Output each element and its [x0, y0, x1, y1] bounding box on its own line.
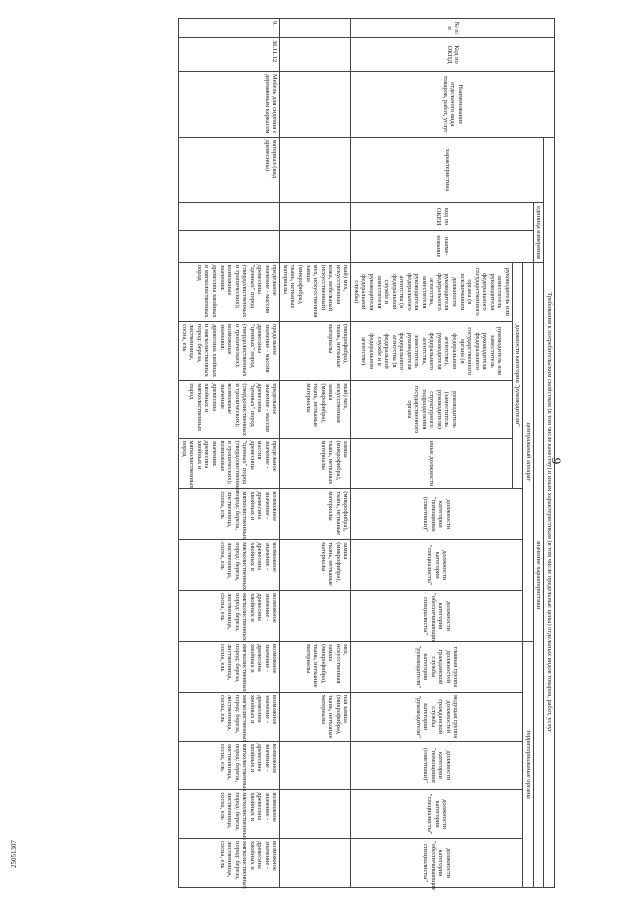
row-unit-name: [179, 230, 280, 262]
row-characteristic: материал (вид древесины): [179, 137, 280, 203]
page-number: 9: [549, 457, 564, 465]
cell-prev-value: ный) мех, искусственная замша (микрофибра), ткань, нетканые материалы: [280, 381, 351, 438]
cell-prev-value: [280, 591, 351, 642]
cell-prev-value: [280, 741, 351, 790]
header-col-6: должности категории "специалисты": [351, 540, 523, 591]
cell-prev-value: (микрофибра), ткань, нетканые материалы: [280, 489, 351, 540]
header-territorial-bodies: территориальные органы: [523, 641, 534, 887]
rotated-table-wrapper: [0, 18, 555, 891]
header-col-7: должности категории "обеспечивающие специалисты": [351, 591, 523, 642]
row-value: возможное значение - древесина хвойных и мягколиственных пород: береза, лиственница, сосна, ель: [179, 790, 280, 839]
row-value: возможное значение - древесина хвойных и мягколиственных пород: береза, лиственница, сосна, ель: [179, 591, 280, 642]
cell-empty: [280, 71, 351, 137]
cell-empty: [280, 230, 351, 262]
header-characteristic: характеристика: [351, 137, 544, 203]
header-unit-code: код по ОКЕИ: [351, 203, 534, 231]
header-okpd-code: Код по ОКПД: [351, 38, 555, 72]
header-col-9: ведущая группа должностей гражданской службы категории "руководители": [351, 692, 523, 741]
cell-prev-value: мех, искусственная замша (микрофибра), ткань, нетканые материалы: [280, 641, 351, 692]
header-col-12: должности категории "обеспечивающие специалисты": [351, 839, 523, 888]
row-value: возможное значение - древесина хвойных и мягколиственных пород: береза, лиственница, сосна, ель: [179, 540, 280, 591]
row-okpd-code: 36.11.12: [179, 38, 280, 72]
row-value: возможное значение - древесина хвойных и мягколиственных пород: береза, лиственница, сосна, ель: [179, 692, 280, 741]
row-value: предельное значение - массив древесины "ценных" пород (твердолиственных и тропических); возможные значения: древесина хвойных и мягколиственных пород: [179, 438, 280, 489]
header-num: № п/п: [351, 19, 555, 38]
cell-prev-value: замша (микрофибра), ткань, нетканые материалы: [280, 540, 351, 591]
row-value: возможное значение - древесина хвойных и мягколиственных пород: береза, лиственница, сосна, ель: [179, 641, 280, 692]
row-product-name: Мебель для сидения с деревянным каркасом: [179, 71, 280, 137]
cell-empty: [280, 203, 351, 231]
header-col-11: должности категории "специалисты": [351, 790, 523, 839]
header-product-name: Наименование отдельного вида товаров, работ, услуг: [351, 71, 555, 137]
header-col-4: иные должности: [351, 438, 512, 489]
header-col-5: должности категории "помощники (советники)": [351, 489, 523, 540]
cell-prev-value: замша (микрофибра), ткань, нетканые материалы: [280, 438, 351, 489]
header-requirements: Требования к потребительским свойствам (в том числе качеству) и иным характеристикам (в том числе предельные цены) отдельных видов товаров, работ, услуг: [544, 137, 555, 887]
row-num: 9.: [179, 19, 280, 38]
document-id: 25051307: [10, 840, 18, 868]
cell-empty: [280, 38, 351, 72]
header-unit: единица измерения: [533, 203, 544, 262]
header-col-1: руководитель или заместитель руководителя федерального государственного органа (в исключением должности руководителя федерального агентства, заместителя руководителя федерального агентства (в федеральной службе и заместителя руководителя федеральной службы): [351, 262, 512, 321]
row-unit-code: [179, 203, 280, 231]
cell-prev-value: ная замша (микрофибра), ткань, нетканые материалы: [280, 692, 351, 741]
cell-prev-value: [280, 790, 351, 839]
header-col-2: руководитель или заместитель руководителя федерального государственного органа (в федеральном агентстве), руководителя федерального агентства, заместитель руководителя федерального агентства (в федеральной службе и в федеральном агентстве): [351, 322, 512, 381]
cell-empty: [280, 137, 351, 203]
table-row-continued: [280, 19, 351, 888]
cell-empty: [280, 19, 351, 38]
header-col-10: должности категории "помощники (советники)": [351, 741, 523, 790]
cell-prev-value: [280, 839, 351, 888]
header-col-8: главная группа должностей гражданской службы категории "руководители": [351, 641, 523, 692]
cell-prev-value: (микрофибра), ткань, нетканые материалы: [280, 322, 351, 381]
table-row: [179, 19, 280, 888]
row-value: возможное значение - древесина хвойных и мягколиственных пород: береза, лиственница, сосна, ель: [179, 489, 280, 540]
row-value: предельное значение - массив древесины "ценных" пород (твердолиственных и тропических); возможные значения: древесина хвойных и мягколиственных пород: [179, 381, 280, 438]
header-values: значение характеристики: [533, 262, 544, 887]
cell-prev-value: ный) мех, искусственная кожа, мебельный (искусственный) мех, искусственная замша (микрофибра), ткань, нетканые материалы: [280, 262, 351, 321]
row-value: возможное значение - древесина хвойных и мягколиственных пород: береза, лиственница, сосна, ель: [179, 839, 280, 888]
row-value: предельное значение - массив древесины "ценных" пород (твердолиственных и тропических); возможные значения: древесина хвойных и мягколиственных пород: береза, лиственница, сосна, ель: [179, 322, 280, 381]
header-central-apparatus: центральный аппарат: [523, 262, 534, 641]
header-leaders-category: должности категории "руководители": [512, 262, 523, 489]
row-value: предельное значение - массив древесины "ценных" пород (твердолиственных и тропических); возможные значения: древесина хвойных и мягколиственных пород: [179, 262, 280, 321]
header-col-3: руководитель (заместитель руководителя) структурного подразделения государственного органа: [351, 381, 512, 438]
header-unit-name: наиме-нование: [351, 230, 534, 262]
requirements-table: [178, 18, 555, 891]
row-value: возможное значение - древесина хвойных и мягколиственных пород: береза, лиственница, сосна, ель: [179, 741, 280, 790]
